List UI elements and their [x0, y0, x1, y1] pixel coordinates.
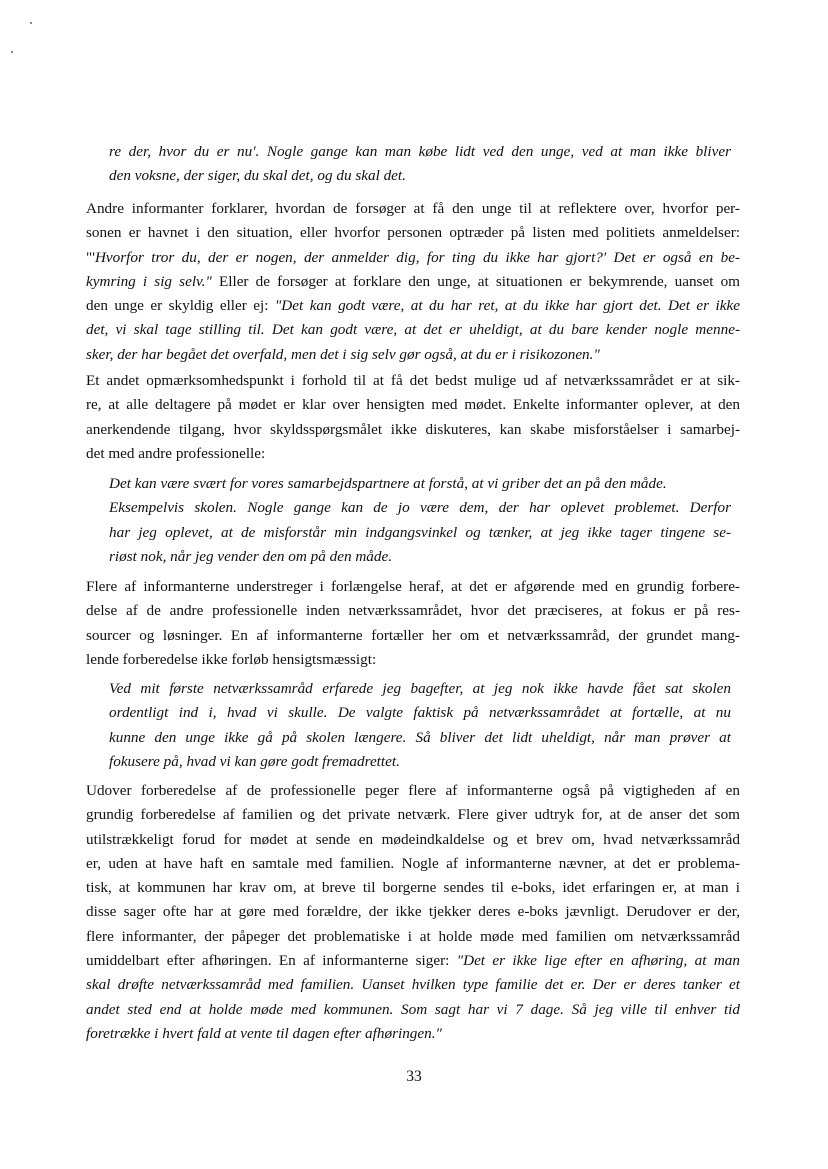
block-quote-3: [109, 677, 731, 774]
paragraph-2: [86, 369, 740, 466]
text-italic: "Det er ikke lige efter en afhøring, at man: [456, 952, 740, 970]
text-line: Udover forberedelse af de professionelle peger flere af informanterne også på vigtigheden af en: [86, 782, 740, 799]
block-quote-2: [109, 472, 731, 569]
quote-line: Ved mit første netværkssamråd erfarede jeg bagefter, at jeg nok ikke havde fået sat skolen: [109, 680, 731, 697]
text-line: [86, 949, 740, 973]
quote-line: har jeg oplevet, at de misforstår min indgangsvinkel og tænker, at jeg ikke tager tingene se-: [109, 523, 731, 541]
text-roman: Eller de forsøger at forklare den unge, at situationen er bekymrende, uanset om: [211, 272, 740, 290]
text-line: Andre informanter forklarer, hvordan de forsøger at få den unge til at reflektere over, hvorfor per-: [86, 200, 740, 217]
scan-speck: [11, 51, 13, 53]
paragraph-3: [86, 575, 740, 672]
paragraph-4: [86, 779, 740, 1046]
text-line: grundig forberedelse af familien og det private netværk. Flere giver udtryk for, at de anser det som: [86, 806, 740, 824]
text-italic: "Det kan godt være, at du har ret, at du ikke har gjort det. Det er ikke: [274, 297, 740, 315]
text-roman: den unge er skyldig eller ej:: [86, 297, 275, 315]
text-line: utilstrækkeligt forud for mødet at sende en mødeindkaldelse og et brev om, hvad netværkssamråd: [86, 830, 740, 848]
quote-line: ordentligt ind i, hvad vi skulle. De valgte faktisk på netværkssamrådet at fortælle, at nu: [109, 704, 731, 722]
text-line: sourcer og løsninger. En af informanterne fortæller her om et netværkssamråd, der grundet mang-: [86, 626, 740, 644]
text-line: foretrække i hvert fald at vente til dagen efter afhøringen.": [86, 1024, 442, 1042]
text-line: sonen er havnet i den situation, eller hvorfor personen optræder på listen med politiets anmeldelser:: [86, 224, 740, 242]
text-line: disse sager ofte har at gøre med forældre, der ikke tjekker deres e-boks jævnligt. Derudover er der,: [86, 903, 740, 921]
text-line: [86, 270, 740, 294]
text-line: flere informanter, der påpeger det problematiske i at holde møde med familien om netværkssamråd: [86, 927, 740, 945]
text-line: sker, der har begået det overfald, men det i sig selv gør også, at du er i risikozonen.": [86, 345, 600, 363]
text-italic: Hvorfor tror du, der er nogen, der anmelder dig, for ting du ikke har gjort?' Det er også en be-: [94, 248, 740, 266]
text-line: lende forberedelse ikke forløb hensigtsmæssigt:: [86, 650, 377, 668]
text-line: re, at alle deltagere på mødet er klar over hensigten med mødet. Enkelte informanter oplever, at den: [86, 396, 740, 414]
block-quote-1: [109, 140, 731, 189]
text-line: det, vi skal tage stilling til. Det kan godt være, at det er uheldigt, at du bare kender nogle menne-: [86, 321, 740, 339]
quote-line: Det kan være svært for vores samarbejdspartnere at forstå, at vi griber det an på den måde.: [109, 475, 667, 492]
text-line: delse af de andre professionelle inden netværkssamrådet, hvor det præciseres, at fokus er på res-: [86, 602, 740, 620]
scan-speck: [30, 22, 32, 24]
text-line: [86, 246, 740, 270]
text-line: [86, 294, 740, 318]
text-line: Flere af informanterne understreger i forlængelse heraf, at det er afgørende med en grundig forbere-: [86, 578, 740, 595]
quote-line: kunne den unge ikke gå på skolen længere. Så bliver det lidt uheldigt, når man prøver at: [109, 728, 731, 746]
paragraph-1: [86, 197, 740, 367]
text-line: tisk, at kommunen har krav om, at breve til borgerne sendes til e-boks, idet erfaringen er, at man i: [86, 879, 740, 897]
text-line: er, uden at have haft en samtale med familien. Nogle af informanterne nævner, at det er problema-: [86, 854, 740, 872]
quote-line: riøst nok, når jeg vender den om på den måde.: [109, 547, 393, 565]
text-line: det med andre professionelle:: [86, 444, 266, 462]
quote-line: den voksne, der siger, du skal det, og du skal det.: [109, 167, 406, 185]
text-line: anerkendende tilgang, hvor skyldsspørgsmålet ikke diskuteres, kan skabe misforståelser i samarbej-: [86, 420, 740, 438]
text-line: Et andet opmærksomhedspunkt i forhold til at få det bedst mulige ud af netværkssamrådet er at sik-: [86, 372, 740, 389]
quote-line: Eksempelvis skolen. Nogle gange kan de jo være dem, der har oplevet problemet. Derfor: [109, 499, 731, 517]
page-number: 33: [406, 1068, 422, 1085]
text-italic: kymring i sig selv.": [86, 272, 212, 290]
text-roman: umiddelbart efter afhøringen. En af informanterne siger:: [86, 952, 457, 970]
text-roman: "': [86, 248, 95, 266]
quote-line: re der, hvor du er nu'. Nogle gange kan man købe lidt ved den unge, ved at man ikke bliver: [109, 143, 731, 160]
text-line: skal drøfte netværkssamråd med familien. Uanset hvilken type familie det er. Der er deres tanker et: [86, 976, 740, 994]
text-line: andet sted end at holde møde med kommunen. Som sagt har vi 7 dage. Så jeg ville til enhver tid: [86, 1000, 740, 1018]
quote-line: fokusere på, hvad vi kan gøre godt fremadrettet.: [109, 752, 400, 770]
